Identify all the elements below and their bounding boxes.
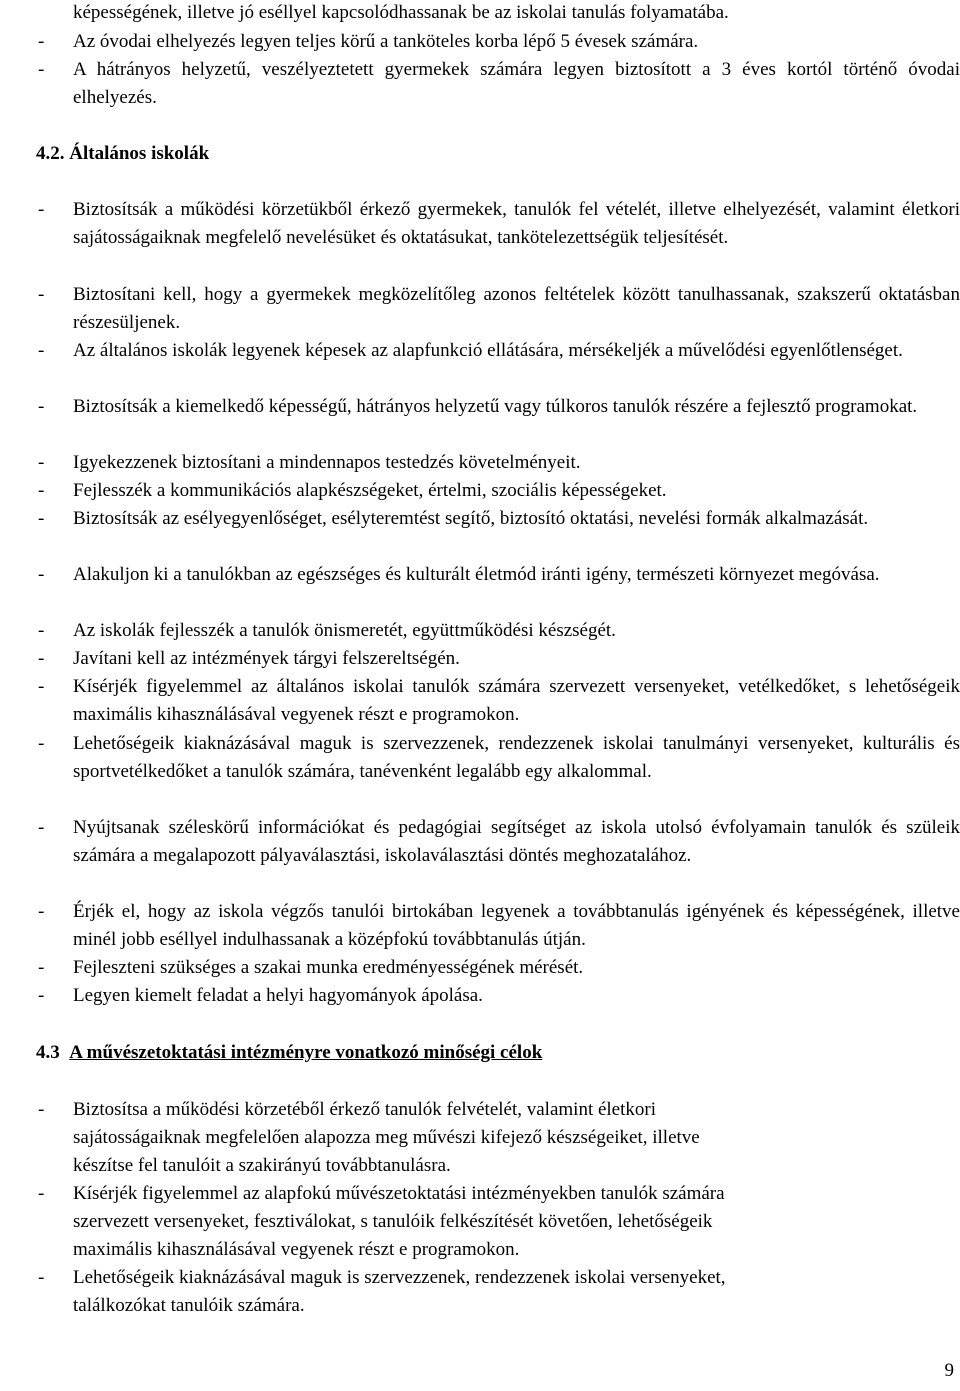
bullet-dash: - [38,817,45,838]
list-item-text: A hátrányos helyzetű, veszélyeztetett gyermekek számára legyen biztosított a 3 éves kortól történő óvodai elhelyezés. [73,59,960,108]
list-item [36,814,960,870]
list-item [36,337,960,365]
list-item-text: Alakuljon ki a tanulókban az egészséges és kulturált életmód iránti igény, természeti környezet megóvása. [73,564,880,585]
list-item [36,393,960,421]
bullet-dash: - [38,396,45,417]
list-item [36,645,960,673]
page-number: 9 [944,1360,954,1381]
list-item-line: sajátosságaiknak megfelelően alapozza meg művészi kifejező készségeiket, illetve [73,1127,700,1148]
list-item [36,954,960,982]
bullet-dash: - [38,901,45,922]
list-item-text: Kísérjék figyelemmel az általános iskolai tanulók számára szervezett versenyeket, vetélkedőket, s lehetőségeik maximális kihasználásával vegyenek részt e programokon. [73,676,960,725]
list-item [36,56,960,112]
section-heading: 4.2. Általános iskolák [36,143,210,164]
list-item [36,281,960,337]
bullet-dash: - [38,284,45,305]
list-item-text: Biztosítani kell, hogy a gyermekek megközelítőleg azonos feltételek között tanulhassanak, szakszerű oktatásban részesüljenek. [73,284,960,333]
list-item [36,673,960,729]
bullet-dash: - [38,648,45,669]
list-item-text: Biztosítsák a működési körzetükből érkező gyermekek, tanulók fel vételét, illetve elhelyezését, valamint életkori sajátosságaiknak megfelelő nevelésüket és oktatásukat, tankötelezettségük teljesítését. [73,199,960,248]
list-item-text: Igyekezzenek biztosítani a mindennapos testedzés követelményeit. [73,452,581,473]
list-item-text: Az iskolák fejlesszék a tanulók önismeretét, együttműködési készségét. [73,620,616,641]
list-item [36,1180,960,1264]
list-item-text: képességének, illetve jó eséllyel kapcsolódhassanak be az iskolai tanulás folyamatába. [73,2,729,23]
list-item [36,561,960,589]
section-title: A művészetoktatási intézményre vonatkozó minőségi célok [69,1042,543,1063]
bullet-dash: - [38,31,45,52]
section-number: 4.3 [36,1042,60,1063]
bullet-dash: - [38,985,45,1006]
list-item [36,617,960,645]
list-item [36,196,960,252]
bullet-dash: - [38,340,45,361]
bullet-dash: - [38,564,45,585]
bullet-dash: - [38,480,45,501]
list-item-line: maximális kihasználásával vegyenek részt e programokon. [73,1239,520,1260]
section-heading [36,1039,542,1067]
list-item-text: Legyen kiemelt feladat a helyi hagyományok ápolása. [73,985,483,1006]
list-item-text: Javítani kell az intézmények tárgyi felszereltségén. [73,648,460,669]
bullet-dash: - [38,1099,45,1120]
list-item-text: Lehetőségeik kiaknázásával maguk is szervezzenek, rendezzenek iskolai tanulmányi versenyeket, kulturális és sportvetélkedőket a tanulók számára, tanévenként legalább egy alkalommal. [73,733,960,782]
bullet-dash: - [38,733,45,754]
bullet-dash: - [38,199,45,220]
continuation-line [73,0,960,27]
list-item [36,28,960,56]
list-item [36,449,960,477]
list-item [36,982,960,1010]
list-item-text: Érjék el, hogy az iskola végzős tanulói birtokában legyenek a továbbtanulás igényének és képességének, illetve minél jobb eséllyel indulhassanak a középfokú továbbtanulás útján. [73,901,960,950]
bullet-dash: - [38,957,45,978]
list-item-line: szervezett versenyeket, fesztiválokat, s tanulóik felkészítését követően, lehetőségeik [73,1211,713,1232]
list-item [36,1264,960,1320]
bullet-dash: - [38,676,45,697]
bullet-dash: - [38,508,45,529]
list-item-line: készítse fel tanulóit a szakirányú továbbtanulásra. [73,1155,451,1176]
list-item-text: Biztosítsák a kiemelkedő képességű, hátrányos helyzetű vagy túlkoros tanulók részére a fejlesztő programokat. [73,396,918,417]
list-item [36,730,960,786]
list-item-text: Biztosítsák az esélyegyenlőséget, esélyteremtést segítő, biztosító oktatási, nevelési formák alkalmazását. [73,508,869,529]
list-item-text: Fejlesszék a kommunikációs alapkészségeket, értelmi, szociális képességeket. [73,480,667,501]
list-item-line: találkozókat tanulóik számára. [73,1295,305,1316]
list-item [36,505,960,533]
bullet-dash: - [38,59,45,80]
list-item-text: Az általános iskolák legyenek képesek az alapfunkció ellátására, mérsékeljék a művelődési egyenlőtlenséget. [73,340,903,361]
list-item-line: Kísérjék figyelemmel az alapfokú művészetoktatási intézményekben tanulók számára [73,1183,725,1204]
list-item-line: Biztosítsa a működési körzetéből érkező tanulók felvételét, valamint életkori [73,1099,656,1120]
list-item [36,1096,960,1180]
list-item [36,477,960,505]
list-item-text: Az óvodai elhelyezés legyen teljes körű a tanköteles korba lépő 5 évesek számára. [73,31,699,52]
list-item-text: Fejleszteni szükséges a szakai munka eredményességének mérését. [73,957,584,978]
list-item [36,898,960,954]
bullet-dash: - [38,1183,45,1204]
list-item-text: Nyújtsanak széleskörű információkat és pedagógiai segítséget az iskola utolsó évfolyamain tanulók és szüleik számára a megalapozott pályaválasztási, iskolaválasztási döntés meghozatalához. [73,817,960,866]
bullet-dash: - [38,1267,45,1288]
bullet-dash: - [38,620,45,641]
list-item-line: Lehetőségeik kiaknázásával maguk is szervezzenek, rendezzenek iskolai versenyeket, [73,1267,726,1288]
bullet-dash: - [38,452,45,473]
